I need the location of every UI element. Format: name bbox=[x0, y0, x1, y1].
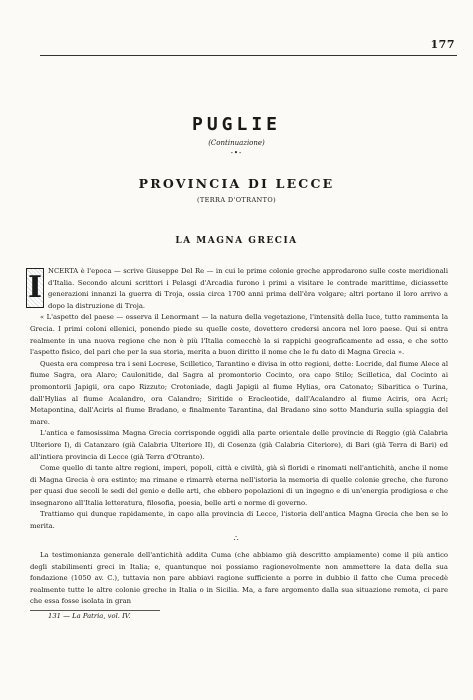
province-title: PROVINCIA DI LECCE bbox=[138, 176, 335, 191]
footer-note: 131 — La Patria, vol. IV. bbox=[48, 612, 131, 620]
paragraph: Come quello di tante altre regioni, imperi, popoli, città e civiltà, già sì floridi e rinomati nell'antichità, anche il nome di Magna Grecia è ora estinto; ma rimane e rimarrà eterna nell'istoria la memoria di quelle colonie greche, che furono per quasi due secoli le sedi del genio e delle arti, che ebbero popolazioni di un ingegno e di un'energia prodigiosa e che insegnarono all'Italia letteratura, filosofia, poesia, belle arti e norme di governo. bbox=[30, 464, 448, 507]
page-number: 177 bbox=[430, 38, 455, 51]
drop-cap: I bbox=[26, 268, 44, 308]
paragraph: L'antica e famosissima Magna Grecia corrisponde oggidì alla parte orientale delle provincie di Reggio (già Calabria Ulteriore I), di Catanzaro (già Calabria Ulteriore II), di Cosenza (già Calabria Citeriore), di Bari (già Terra di Bari) ed all'intiera provincia di Lecce (già Terra d'Otranto). bbox=[30, 429, 448, 461]
asterism-divider: ∴ bbox=[233, 534, 240, 543]
paragraph: Trattiamo qui dunque rapidamente, in capo alla provincia di Lecce, l'istoria dell'antica Magna Grecia che ben se lo merita. bbox=[30, 510, 448, 531]
continuation-label: (Continuazione) bbox=[208, 139, 265, 147]
body-text-continued bbox=[30, 550, 448, 608]
footer-rule bbox=[30, 610, 160, 611]
top-rule bbox=[40, 55, 457, 56]
province-subtitle: (TERRA D'OTRANTO) bbox=[196, 196, 277, 204]
paragraph: La testimonianza generale dell'antichità addita Cuma (che abbiamo già descritto ampiamente) come il più antico degli stabilimenti greci in Italia; e, quantunque noi possiamo ragionevolmente non ammettere la data della sua fondazione (1050 av. C.), tuttavia non pare abbiavi ragione sufficiente a porre in dubbio il fatto che Cuma precedè realmente tutte le altre colonie greche in Italia o in Sicilia. Ma, a fare argomento dalla sua situazione remota, ci pare che essa fosse isolata in gran bbox=[30, 551, 448, 606]
section-title: PUGLIE bbox=[191, 114, 282, 135]
body-text bbox=[27, 266, 448, 533]
first-paragraph bbox=[27, 266, 448, 312]
paragraph: « L'aspetto del paese — osserva il Lenormant — la natura della vegetazione, l'intensità della luce, tutto rammenta la Grecia. I primi coloni ellenici, ponendo piede su quelle coste, dovettero credersi ancora nel loro paese. Qui si entra realmente in una nuova regione che non è più l'Italia comecchè la si rappichi geograficamente ad essa, e che sotto l'aspetto fisico, del pari che per la sua storia, merita a buon diritto il nome che le fu dato di Magna Grecia ». bbox=[30, 313, 448, 357]
subsection-title: LA MAGNA GRECIA bbox=[175, 236, 298, 246]
ornament-divider: -•- bbox=[230, 149, 243, 157]
first-paragraph-text: NCERTA è l'epoca — scrive Giuseppe Del Re — in cui le prime colonie greche approdarono sulle coste meridionali d'Italia. Secondo alcuni scrittori i Pelasgi d'Arcadia furono i primi a visitare le contrade marittime, diciassette generazioni innanzi la guerra di Troja, ossia circa 1700 anni prima dell'êra volgare; altri portano il loro arrivo a dopo la distruzione di Troja. bbox=[48, 267, 448, 310]
paragraph: Questa era compresa tra i seni Locrese, Scilletico, Tarantino e divisa in otto regioni, dette: Locride, dal fiume Alece al fiume Sagra, ora Alaro; Caulonitide, dal Sagra al promontorio Cocinto, ora capo Stilo; Scilletica, dal Cocinto ai promontorii Japigii, ora capo Rizzuto; Crotoniade, dagli Japigii al fiume Hylias, ora Catonato; Sibaritica o Turina, dall'Hylias al fiume Acalandro, ora Calandro; Siritide o Eracleotide, dall'Acalandro al fiume Aciris, ora Acri; Metapontina, dall'Aciris al fiume Bradano, e finalmente Tarantina, dal Bradano sino sotto Manduria sulla spiaggia del mare. bbox=[30, 359, 448, 426]
